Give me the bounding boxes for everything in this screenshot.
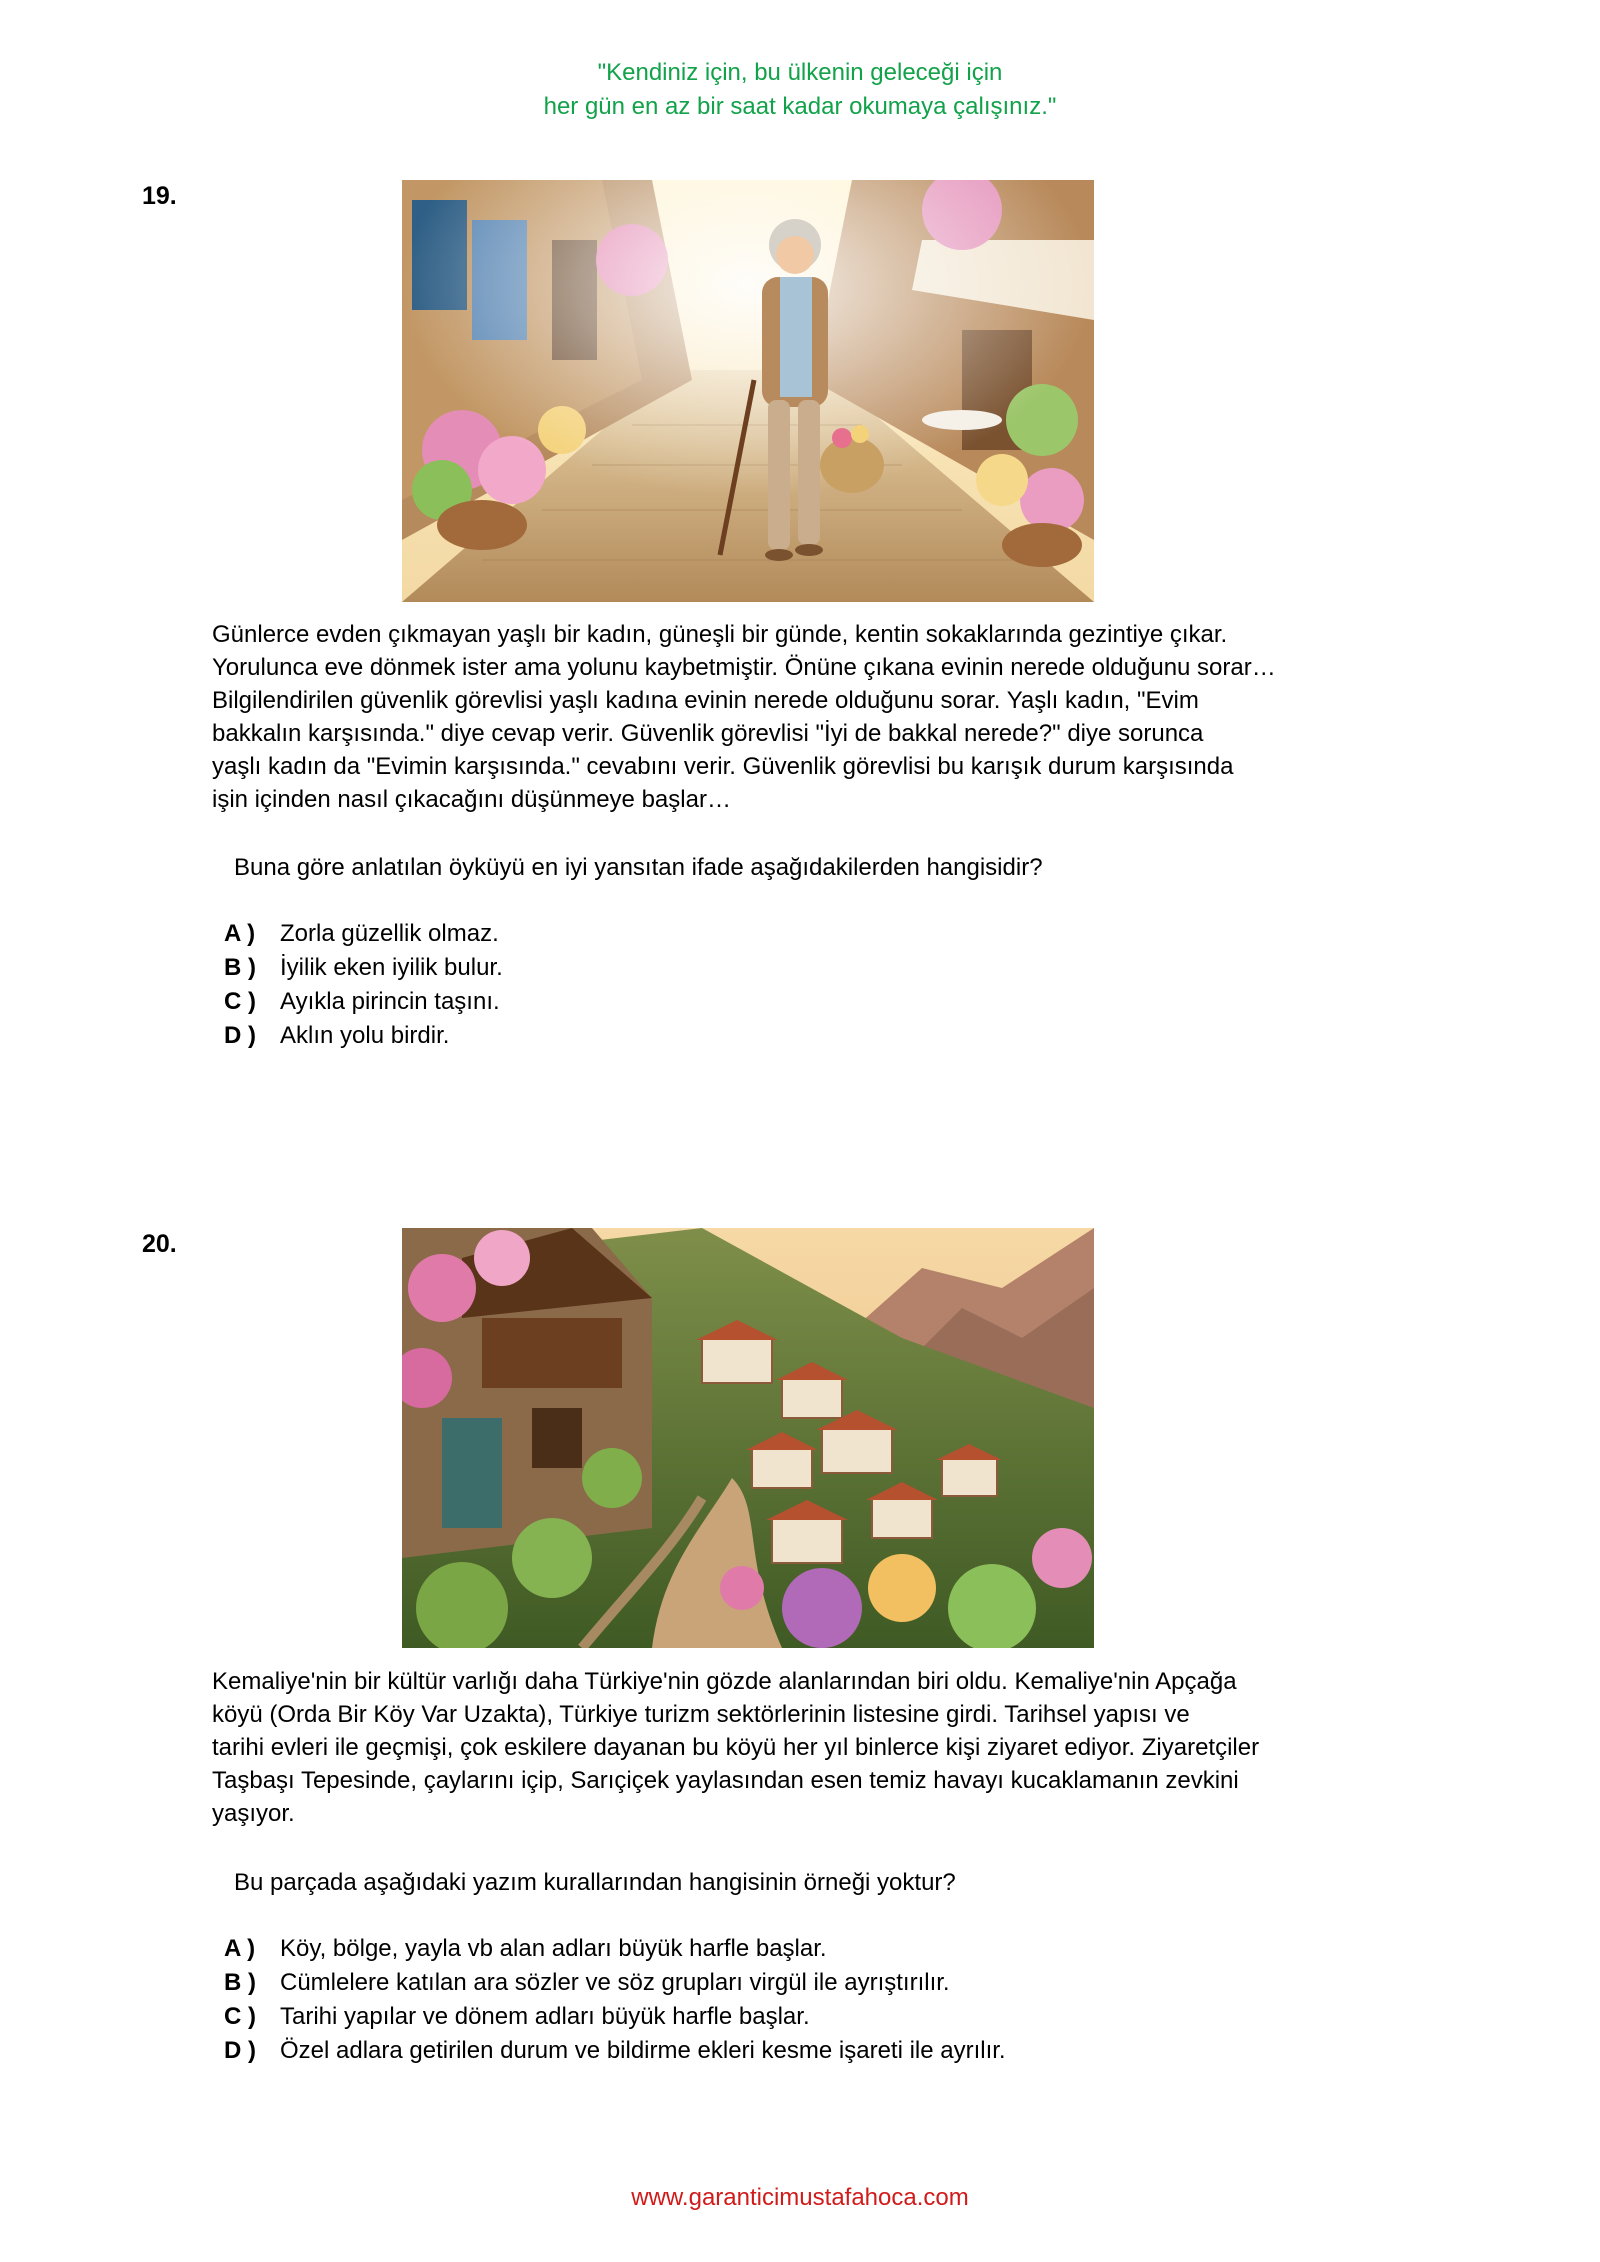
question-20-option-b[interactable] [224, 1966, 1006, 2000]
question-20-option-a[interactable] [224, 1932, 1006, 1966]
option-letter: D ) [224, 2037, 256, 2064]
option-text: Özel adlara getirilen durum ve bildirme ekleri kesme işareti ile ayrılır. [280, 2037, 1006, 2064]
question-19-option-c[interactable] [224, 985, 503, 1019]
option-text: Aklın yolu birdir. [280, 1022, 450, 1049]
header-quote-line-1: "Kendiniz için, bu ülkenin geleceği için [597, 59, 1003, 86]
option-text: Ayıkla pirincin taşını. [280, 988, 500, 1015]
question-19-image [402, 180, 1094, 602]
header-quote [0, 56, 1600, 124]
option-letter: C ) [224, 2003, 256, 2030]
option-text: Cümlelere katılan ara sözler ve söz grupları virgül ile ayrıştırılır. [280, 1969, 950, 1996]
question-19-option-b[interactable] [224, 951, 503, 985]
question-20-passage: Kemaliye'nin bir kültür varlığı daha Türkiye'nin gözde alanlarından biri oldu. Kemaliye'nin Apçağa köyü (Orda Bir Köy Var Uzakta), Türkiye turizm sektörlerinin listesine girdi. Tarihsel yapısı ve tarihi evleri ile geçmişi, çok eskilere dayanan bu köyü her yıl binlerce kişi ziyaret ediyor. Ziyaretçiler Taşbaşı Tepesinde, çaylarını içip, Sarıçiçek yaylasından esen temiz havayı kucaklamanın zevkini yaşıyor. [212, 1668, 1260, 1827]
question-19-option-d[interactable] [224, 1019, 503, 1053]
question-19-number: 19. [142, 182, 177, 210]
footer-url[interactable]: www.garanticimustafahoca.com [631, 2184, 969, 2211]
header-quote-line-2: her gün en az bir saat kadar okumaya çalışınız." [543, 93, 1057, 120]
option-text: Köy, bölge, yayla vb alan adları büyük harfle başlar. [280, 1935, 827, 1962]
option-letter: A ) [224, 1935, 256, 1962]
question-19-options [224, 917, 503, 1053]
question-19-passage: Günlerce evden çıkmayan yaşlı bir kadın, güneşli bir günde, kentin sokaklarında gezintiye çıkar. Yorulunca eve dönmek ister ama yolunu kaybetmiştir. Önüne çıkana evinin nerede olduğunu sorar… Bilgilendirilen güvenlik görevlisi yaşlı kadına evinin nerede olduğunu sorar. Yaşlı kadın, "Evim bakkalın karşısında." diye cevap verir. Güvenlik görevlisi "İyi de bakkal nerede?" diye sorunca yaşlı kadın da "Evimin karşısında." cevabını verir. Güvenlik görevlisi bu karışık durum karşısında işin içinden nasıl çıkacağını düşünmeye başlar… [212, 621, 1276, 813]
question-20-options [224, 1932, 1006, 2068]
question-20-number: 20. [142, 1230, 177, 1258]
option-text: Zorla güzellik olmaz. [280, 920, 499, 947]
option-letter: A ) [224, 920, 256, 947]
option-letter: B ) [224, 1969, 256, 1996]
option-text: İyilik eken iyilik bulur. [280, 954, 503, 981]
question-20-image [402, 1228, 1094, 1648]
option-letter: D ) [224, 1022, 256, 1049]
option-letter: C ) [224, 988, 256, 1015]
option-letter: B ) [224, 954, 256, 981]
question-20-prompt: Bu parçada aşağıdaki yazım kurallarından hangisinin örneği yoktur? [234, 1869, 956, 1896]
question-19-option-a[interactable] [224, 917, 503, 951]
question-20-option-c[interactable] [224, 2000, 1006, 2034]
option-text: Tarihi yapılar ve dönem adları büyük harfle başlar. [280, 2003, 810, 2030]
question-20-option-d[interactable] [224, 2034, 1006, 2068]
question-19-prompt: Buna göre anlatılan öyküyü en iyi yansıtan ifade aşağıdakilerden hangisidir? [234, 854, 1043, 881]
